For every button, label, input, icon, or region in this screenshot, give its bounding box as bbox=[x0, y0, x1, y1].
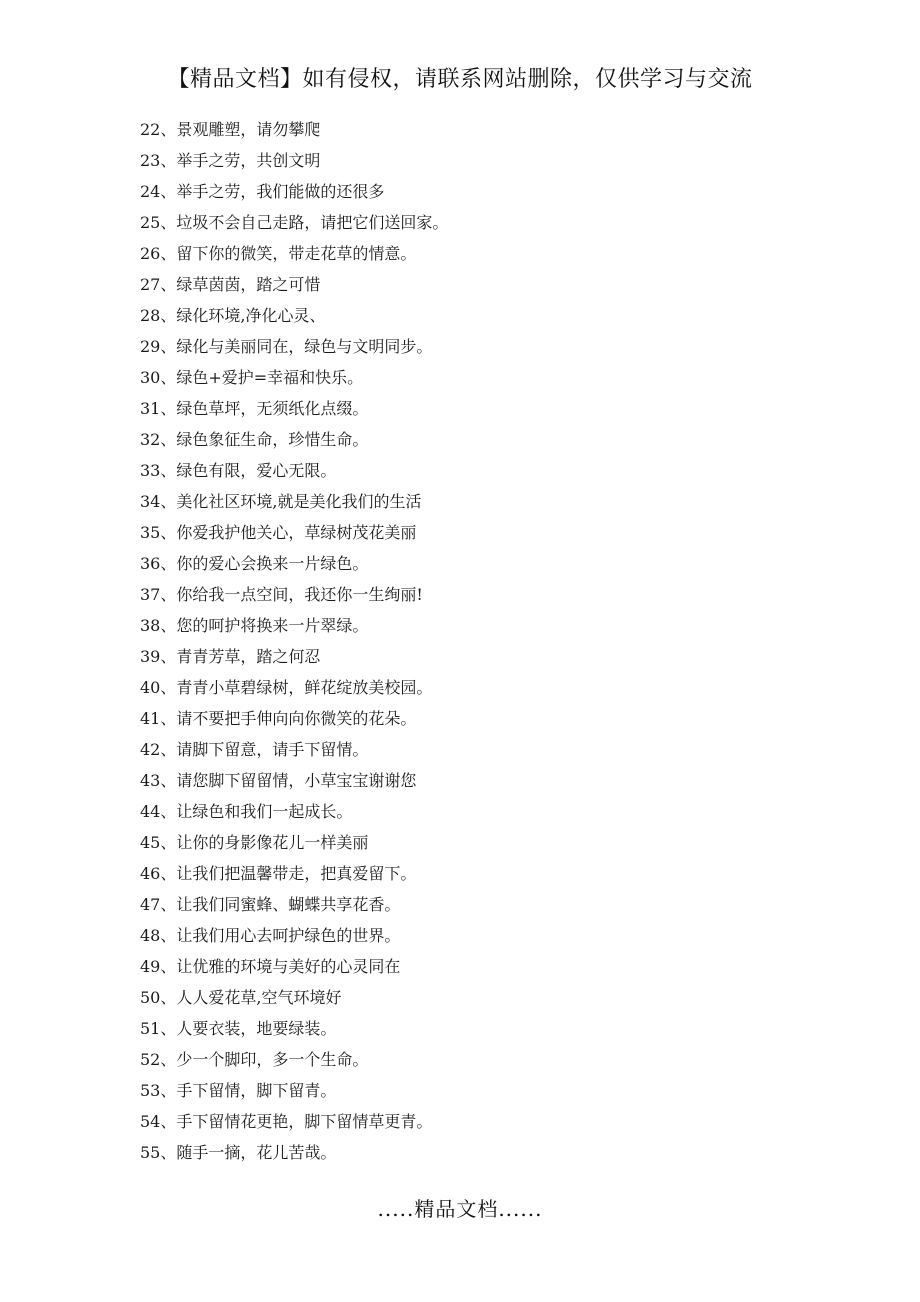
list-item: 26、留下你的微笑，带走花草的情意。 bbox=[140, 244, 417, 263]
list-item: 24、举手之劳，我们能做的还很多 bbox=[140, 182, 385, 201]
list-item: 50、人人爱花草,空气环境好 bbox=[140, 988, 342, 1007]
list-item: 42、请脚下留意，请手下留情。 bbox=[140, 740, 369, 759]
list-item: 41、请不要把手伸向向你微笑的花朵。 bbox=[140, 709, 417, 728]
list-item: 45、让你的身影像花儿一样美丽 bbox=[140, 833, 369, 852]
list-item: 40、青青小草碧绿树，鲜花绽放美校园。 bbox=[140, 678, 433, 697]
list-item: 46、让我们把温馨带走，把真爱留下。 bbox=[140, 864, 417, 883]
list-item: 47、让我们同蜜蜂、蝴蝶共享花香。 bbox=[140, 895, 401, 914]
list-item: 28、绿化环境,净化心灵、 bbox=[140, 306, 326, 325]
list-item: 37、你给我一点空间，我还你一生绚丽! bbox=[140, 585, 423, 604]
list-item: 22、景观雕塑，请勿攀爬 bbox=[140, 120, 321, 139]
list-item: 51、人要衣装，地要绿装。 bbox=[140, 1019, 337, 1038]
list-item: 33、绿色有限，爱心无限。 bbox=[140, 461, 337, 480]
page-header: 【精品文档】如有侵权，请联系网站删除，仅供学习与交流 bbox=[167, 67, 753, 92]
list-item: 54、手下留情花更艳，脚下留情草更青。 bbox=[140, 1112, 433, 1131]
list-item: 38、您的呵护将换来一片翠绿。 bbox=[140, 616, 369, 635]
page-footer: .....精品文档...... bbox=[377, 1197, 543, 1221]
list-item: 53、手下留情，脚下留青。 bbox=[140, 1081, 337, 1100]
list-item: 49、让优雅的环境与美好的心灵同在 bbox=[140, 957, 401, 976]
list-item: 44、让绿色和我们一起成长。 bbox=[140, 802, 353, 821]
list-item: 43、请您脚下留留情，小草宝宝谢谢您 bbox=[140, 771, 417, 790]
slogan-list bbox=[140, 114, 840, 1168]
list-item: 35、你爱我护他关心，草绿树茂花美丽 bbox=[140, 523, 417, 542]
list-item: 32、绿色象征生命，珍惜生命。 bbox=[140, 430, 369, 449]
list-item: 30、绿色+爱护=幸福和快乐。 bbox=[140, 368, 364, 387]
list-item: 29、绿化与美丽同在，绿色与文明同步。 bbox=[140, 337, 433, 356]
list-item: 48、让我们用心去呵护绿色的世界。 bbox=[140, 926, 401, 945]
list-item: 23、举手之劳，共创文明 bbox=[140, 151, 321, 170]
list-item: 36、你的爱心会换来一片绿色。 bbox=[140, 554, 369, 573]
list-item: 27、绿草茵茵，踏之可惜 bbox=[140, 275, 321, 294]
list-item: 52、少一个脚印，多一个生命。 bbox=[140, 1050, 369, 1069]
list-item: 34、美化社区环境,就是美化我们的生活 bbox=[140, 492, 422, 511]
list-item: 25、垃圾不会自己走路，请把它们送回家。 bbox=[140, 213, 449, 232]
list-item: 31、绿色草坪，无须纸化点缀。 bbox=[140, 399, 369, 418]
list-item: 55、随手一摘，花儿苦哉。 bbox=[140, 1143, 337, 1162]
list-item: 39、青青芳草，踏之何忍 bbox=[140, 647, 321, 666]
